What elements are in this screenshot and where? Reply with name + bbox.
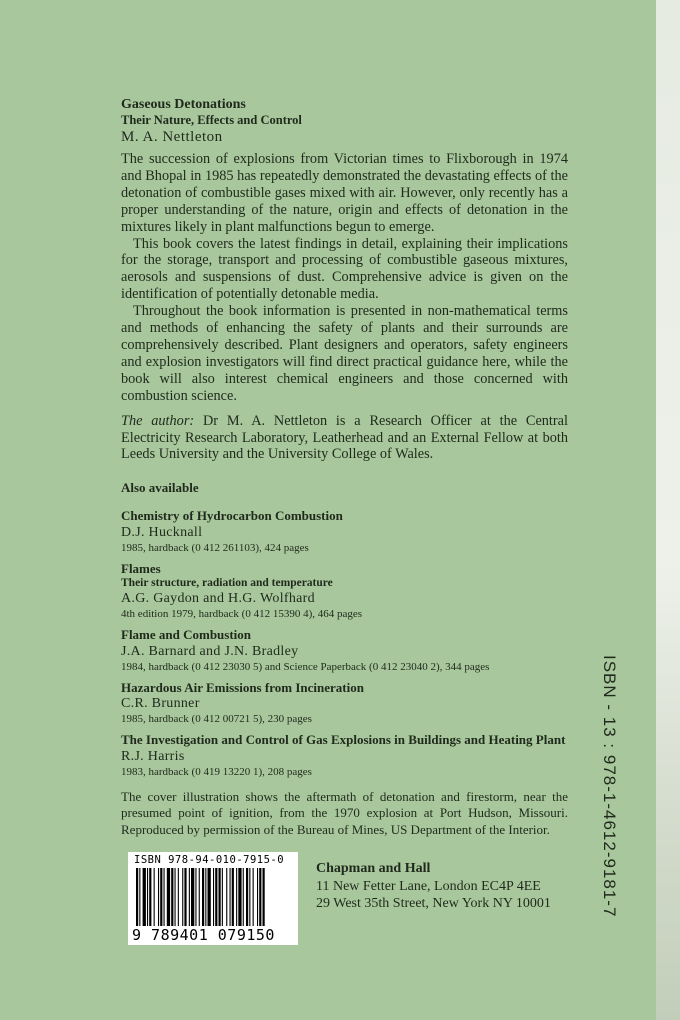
related-book (121, 732, 568, 779)
publisher-block (316, 860, 551, 913)
related-book-details: 1983, hardback (0 419 13220 1), 208 pages (121, 765, 312, 778)
description-paragraph-1: The succession of explosions from Victorian times to Flixborough in 1974 and Bhopal in 1985 has repeatedly demonstrated the devastating effects of the detonation of combustible gases mixed with air. However, only recently has a proper understanding of the nature, origin and effects of detonation in the mixtures likely in plant malfunctions begun to emerge. (121, 151, 568, 235)
related-book (121, 508, 568, 555)
barcode-bars (134, 868, 292, 926)
barcode-number: 9 789401 079150 (132, 926, 275, 944)
related-book-details: 1985, hardback (0 412 00721 5), 230 pages (121, 713, 312, 726)
related-book-subtitle: Their structure, radiation and temperature (121, 577, 333, 590)
book-author: M. A. Nettleton (121, 129, 223, 145)
related-book-title: Flame and Combustion (121, 627, 252, 643)
related-book-title: Flames (121, 560, 161, 576)
back-cover-content (121, 96, 568, 838)
related-book-title: The Investigation and Control of Gas Explosions in Buildings and Heating Plant (121, 732, 566, 748)
description-paragraph-2: This book covers the latest findings in detail, explaining their implications for the storage, transport and processing of combustible gaseous mixtures, aerosols and suspensions of dust. Comprehensive advice is given on the identification of potentially detonable media. (121, 235, 568, 303)
barcode (128, 852, 298, 945)
publisher-name: Chapman and Hall (316, 861, 431, 876)
spine-isbn: ISBN - 13 : 978-1-4612-9181-7 (600, 655, 619, 918)
related-book-details: 1984, hardback (0 412 23030 5) and Science Paperback (0 412 23040 2), 344 pages (121, 660, 490, 673)
related-book-author: J.A. Barnard and J.N. Bradley (121, 643, 299, 659)
related-book-author: A.G. Gaydon and H.G. Wolfhard (121, 591, 315, 607)
publisher-address-london: 11 New Fetter Lane, London EC4P 4EE (316, 878, 541, 894)
cover-illustration-note: The cover illustration shows the aftermath of detonation and firestorm, near the presumed point of ignition, from the 1970 explosion at Port Hudson, Missouri. Reproduced by permission of the Bureau of Mines, US Department of the Interior. (121, 788, 568, 837)
related-book-details: 4th edition 1979, hardback (0 412 15390 4), 464 pages (121, 608, 363, 621)
publisher-address-newyork: 29 West 35th Street, New York NY 10001 (316, 896, 551, 911)
related-book (121, 680, 568, 727)
barcode-isbn-label: ISBN 978-94-010-7915-0 (134, 854, 285, 866)
book-title: Gaseous Detonations (121, 97, 246, 112)
book-subtitle: Their Nature, Effects and Control (121, 113, 302, 127)
related-book (121, 627, 568, 674)
related-book-title: Hazardous Air Emissions from Incineration (121, 679, 364, 695)
related-book-author: D.J. Hucknall (121, 524, 203, 540)
related-book-author: C.R. Brunner (121, 696, 200, 712)
about-author-label: The author: (121, 412, 195, 429)
related-book-title: Chemistry of Hydrocarbon Combustion (121, 508, 343, 524)
also-available-heading: Also available (121, 480, 199, 496)
related-book-author: R.J. Harris (121, 748, 185, 764)
related-book (121, 561, 568, 622)
description-paragraph-3: Throughout the book information is presented in non-mathematical terms and methods of enhancing the safety of plants and their surrounds are comprehensively described. Plant designers and operators, safety engineers and explosion investigators will find direct practical guidance here, while the book will also interest chemical engineers and those concerned with combustion science. (121, 303, 568, 404)
about-author-text: Dr M. A. Nettleton is a Research Officer at the Central Electricity Research Laboratory, Leatherhead and an External Fellow at both Leeds University and the University College of Wales. (121, 412, 568, 463)
page-edge (656, 0, 680, 1020)
about-author (121, 413, 568, 464)
related-book-details: 1985, hardback (0 412 261103), 424 pages (121, 541, 309, 554)
